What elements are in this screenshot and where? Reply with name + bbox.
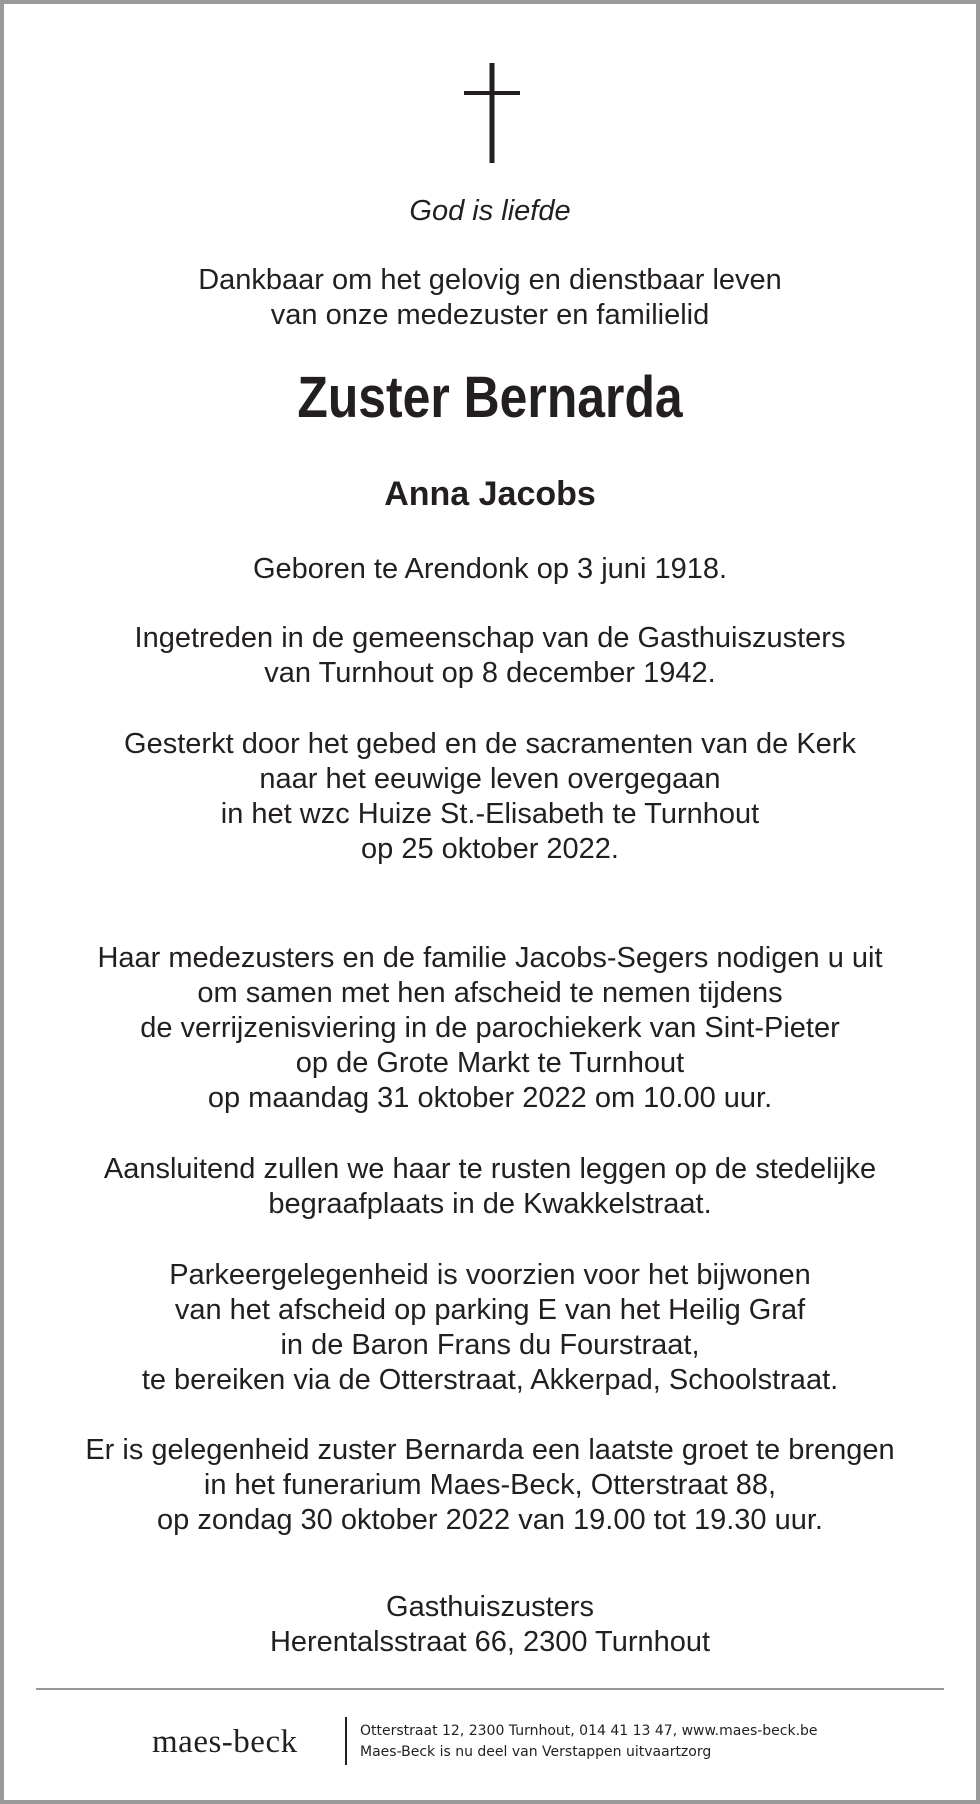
- text-line: Ingetreden in de gemeenschap van de Gasthuiszusters: [134, 622, 846, 654]
- burial-paragraph: [4, 1152, 976, 1222]
- invitation-paragraph: [4, 941, 976, 1116]
- text-line: begraafplaats in de Kwakkelstraat.: [268, 1188, 712, 1220]
- parking-paragraph: [4, 1258, 976, 1398]
- text-line: op maandag 31 oktober 2022 om 10.00 uur.: [207, 1082, 773, 1114]
- text-line: van het afscheid op parking E van het Heilig Graf: [174, 1294, 806, 1326]
- footer-divider: [36, 1688, 944, 1690]
- motto: God is liefde: [409, 195, 571, 227]
- footer-separator: [345, 1717, 347, 1765]
- text-line: in het funerarium Maes-Beck, Otterstraat 88,: [203, 1469, 777, 1501]
- intro-text: [4, 263, 976, 333]
- contact-line: Otterstraat 12, 2300 Turnhout, 014 41 13 47, www.maes-beck.be: [360, 1723, 818, 1739]
- funeral-home-logo: maes-beck: [152, 1724, 298, 1760]
- text-line: Geboren te Arendonk op 3 juni 1918.: [252, 553, 728, 585]
- funeral-home-contact: [360, 1721, 818, 1763]
- text-line: om samen met hen afscheid te nemen tijdens: [197, 977, 783, 1009]
- text-line: op de Grote Markt te Turnhout: [295, 1047, 685, 1079]
- text-line: naar het eeuwige leven overgegaan: [259, 763, 721, 795]
- text-line: Aansluitend zullen we haar te rusten leggen op de stedelijke: [103, 1153, 877, 1185]
- text-line: van Turnhout op 8 december 1942.: [264, 657, 716, 689]
- passing-paragraph: [4, 727, 976, 867]
- latin-cross-icon: [464, 63, 520, 163]
- birth-paragraph: [4, 552, 976, 587]
- entry-paragraph: [4, 621, 976, 691]
- correspondence-address: [4, 1590, 976, 1660]
- text-line: te bereiken via de Otterstraat, Akkerpad, Schoolstraat.: [141, 1364, 839, 1396]
- text-line: Herentalsstraat 66, 2300 Turnhout: [269, 1626, 711, 1658]
- text-line: Haar medezusters en de familie Jacobs-Segers nodigen u uit: [97, 942, 883, 974]
- farewell-paragraph: [4, 1433, 976, 1538]
- text-line: de verrijzenisviering in de parochiekerk van Sint-Pieter: [140, 1012, 840, 1044]
- intro-line: van onze medezuster en familielid: [270, 299, 710, 331]
- civil-name: Anna Jacobs: [384, 475, 596, 513]
- text-line: Er is gelegenheid zuster Bernarda een laatste groet te brengen: [85, 1434, 895, 1466]
- religious-name: Zuster Bernarda: [297, 365, 683, 430]
- text-line: in de Baron Frans du Fourstraat,: [280, 1329, 700, 1361]
- tagline: Maes-Beck is nu deel van Verstappen uitvaartzorg: [360, 1744, 712, 1760]
- text-line: op zondag 30 oktober 2022 van 19.00 tot 19.30 uur.: [157, 1504, 823, 1536]
- text-line: Gesterkt door het gebed en de sacramenten van de Kerk: [124, 728, 856, 760]
- text-line: Gasthuiszusters: [386, 1591, 594, 1623]
- text-line: in het wzc Huize St.-Elisabeth te Turnhout: [220, 798, 760, 830]
- text-line: op 25 oktober 2022.: [361, 833, 619, 865]
- intro-line: Dankbaar om het gelovig en dienstbaar leven: [198, 264, 782, 296]
- text-line: Parkeergelegenheid is voorzien voor het bijwonen: [169, 1259, 811, 1291]
